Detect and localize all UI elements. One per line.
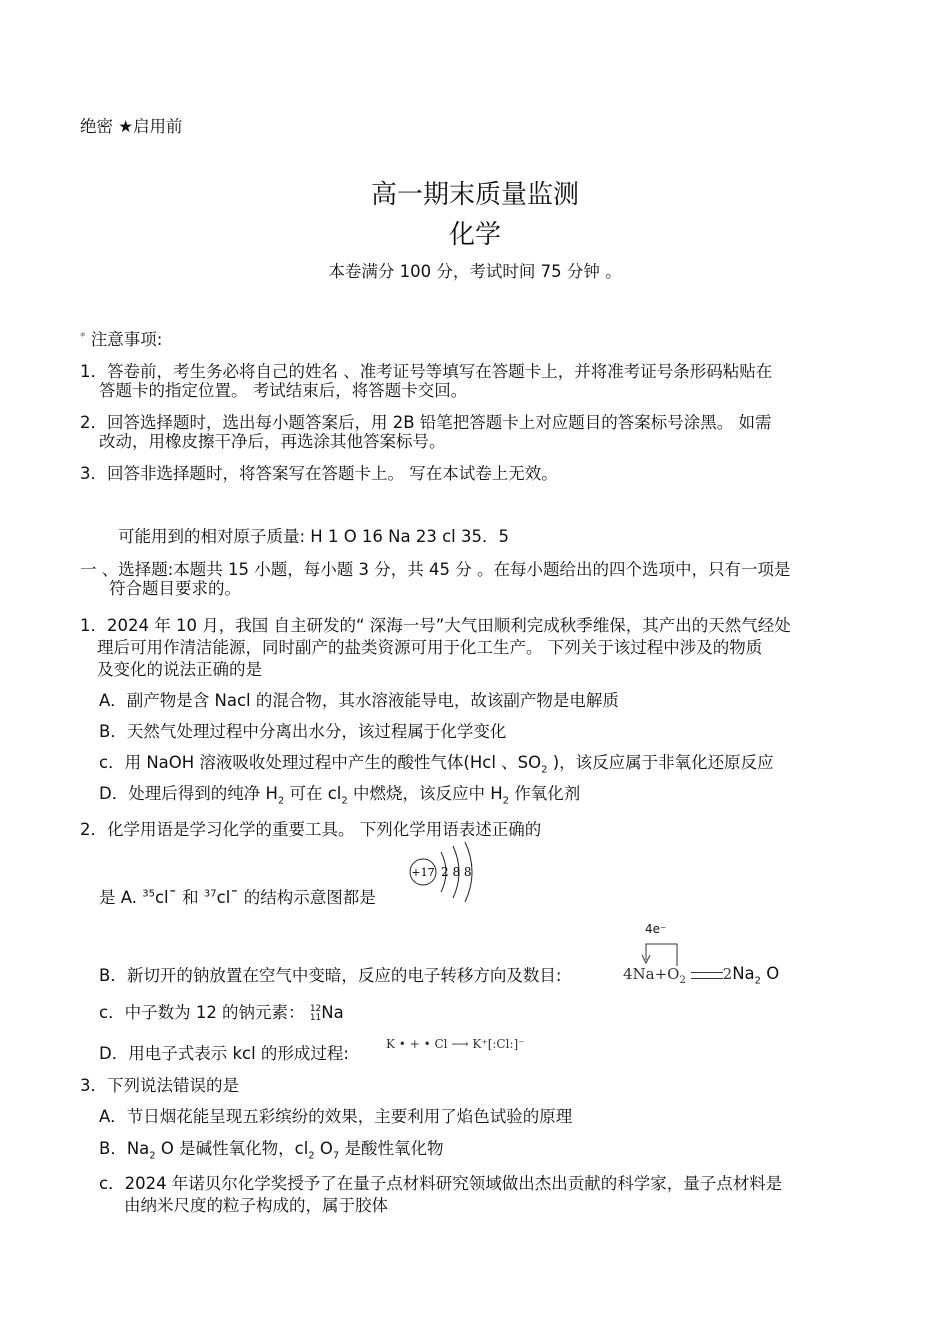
reaction-equation: $4Na+O_2$ $2Na_2$ O: [623, 964, 780, 987]
reaction-arrow-icon: ⟶: [451, 1037, 469, 1051]
atom-structure-diagram: [405, 838, 485, 908]
electron-dot: •: [423, 1037, 431, 1051]
nucleus-charge: +17: [411, 866, 435, 879]
note-1-cont: 答题卡的指定位置。 考试结束后，将答题卡交回。: [99, 381, 468, 400]
q1-option-b: B．天然气处理过程中分离出水分，该过程属于化学变化: [99, 722, 507, 741]
section-heading-cont: 符合题目要求的。: [109, 579, 241, 598]
note-1: 1．答卷前，考生务必将自己的姓名 、准考证号等填写在答题卡上，并将准考证号条形码粘贴在: [80, 362, 773, 381]
subject-title: 化学: [448, 220, 501, 250]
q1-stem-2: 理后可用作清洁能源，同时副产的盐类资源可用于化工生产。 下列关于该过程中涉及的物质: [97, 638, 763, 657]
electron-dot: •: [398, 1037, 406, 1051]
section-heading: 一 、选择题:本题共 15 小题，每小题 3 分，共 45 分 。在每小题给出的四个选项中，只有一项是: [80, 560, 791, 579]
q1-option-c: c．用 NaOH 溶液吸收处理过程中产生的酸性气体(Hcl 、$SO_2$ )，该反应属于非氧化还原反应: [99, 753, 774, 776]
q1-stem: 1．2024 年 10 月，我国 自主研发的“ 深海一号”大气田顺利完成秋季维保，其产出的天然气经处: [80, 616, 791, 635]
exam-title: 高一期末质量监测: [370, 180, 579, 210]
shell-electrons: 2 8 8: [441, 865, 472, 879]
electron-count: 4e⁻: [645, 922, 667, 936]
note-3: 3．回答非选择题时，将答案写在答题卡上。 写在本试卷上无效。: [80, 464, 558, 483]
electron-dot-formula: K • + • Cl ⟶ K⁺[:Cl:]⁻: [386, 1037, 525, 1051]
q3-stem: 3．下列说法错误的是: [80, 1076, 239, 1095]
q2-stem: 2．化学用语是学习化学的重要工具。 下列化学用语表述正确的: [80, 820, 542, 839]
q2-option-b: B．新切开的钠放置在空气中变暗，反应的电子转移方向及数目:: [99, 966, 562, 985]
q2-option-d: D．用电子式表示 kcl 的形成过程:: [99, 1044, 349, 1063]
note-2-cont: 改动，用橡皮擦干净后，再选涂其他答案标号。: [99, 432, 446, 451]
q2-option-a: 是 A. $^{35}$cl¯ 和 $^{37}$cl¯ 的结构示意图都是: [99, 888, 376, 907]
q1-stem-3: 及变化的说法正确的是: [97, 660, 262, 679]
isotope-numbers: 12 11: [309, 1003, 322, 1023]
atomic-mass-line: 可能用到的相对原子质量: H 1 O 16 Na 23 cl 35．5: [118, 527, 510, 546]
q3-option-a: A．节日烟花能呈现五彩缤纷的效果，主要利用了焰色试验的原理: [99, 1107, 573, 1126]
equals-sign: [691, 972, 723, 979]
q2-option-c: c．中子数为 12 的钠元素： 12 11Na: [99, 1003, 344, 1023]
confidential-mark: 绝密 ★启用前: [80, 117, 183, 136]
q1-option-a: A．副产物是含 Nacl 的混合物，其水溶液能导电，故该副产物是电解质: [99, 691, 619, 710]
q3-option-b: B．$Na_2$ O 是碱性氧化物，$cl_2$ $O_7$ 是酸性氧化物: [99, 1139, 444, 1162]
q3-option-c: c．2024 年诺贝尔化学奖授予了在量子点材料研究领域做出杰出贡献的科学家，量子点材料是: [99, 1174, 783, 1193]
exam-info: 本卷满分 100 分，考试时间 75 分钟 。: [328, 262, 622, 281]
note-2: 2．回答选择题时，选出每小题答案后，用 2B 铅笔把答题卡上对应题目的答案标号涂黑。 如需: [80, 413, 772, 432]
notes-heading: * 注意事项:: [80, 330, 163, 349]
q1-option-d: D．处理后得到的纯净 $H_2$ 可在 $cl_2$ 中燃烧，该反应中 $H_2$ 作氧化剂: [99, 784, 581, 807]
q3-option-c-cont: 由纳米尺度的粒子构成的，属于胶体: [124, 1196, 388, 1215]
